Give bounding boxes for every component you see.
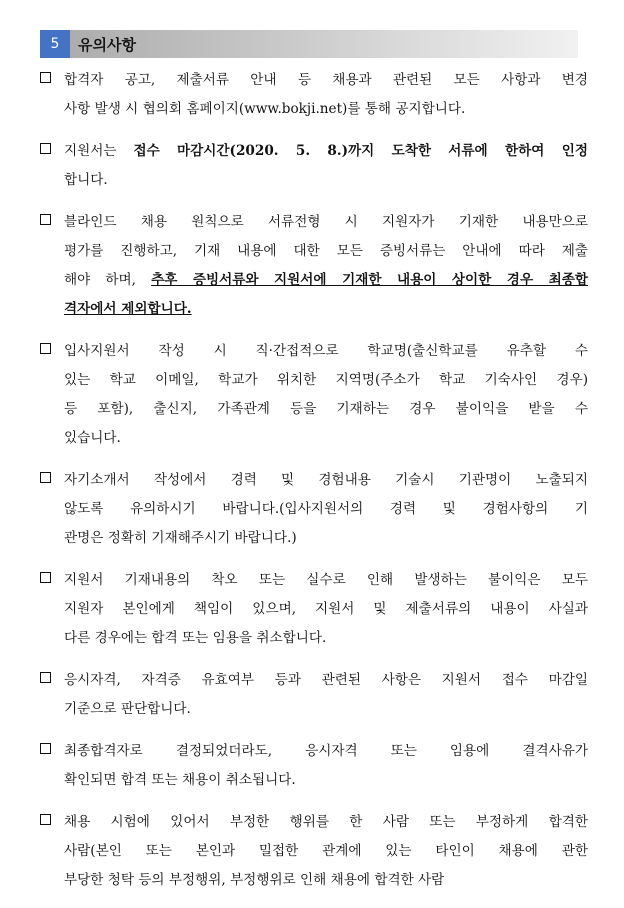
notice-line [64,366,588,395]
checkbox-icon [40,72,51,83]
notice-item [38,808,588,895]
notice-text: 있는 학교 이메일, 학교가 위치한 지역명(주소가 학교 기숙사인 경우) [64,372,588,388]
notice-text: 최종합격자로 결정되었더라도, 응시자격 또는 임용에 결격사유가 [64,743,588,759]
notice-text: 합격자 공고, 제출서류 안내 등 채용과 관련된 모든 사항과 변경 [64,72,588,88]
notice-line [64,666,588,695]
notice-line [64,808,588,837]
notice-text: 입사지원서 작성 시 직·간접적으로 학교명(출신학교를 유추할 수 [64,343,588,359]
notice-line [64,208,588,237]
notice-line [64,595,588,624]
notice-list [38,66,588,908]
notice-line [64,237,588,266]
notice-text: 채용 시험에 있어서 부정한 행위를 한 사람 또는 부정하게 합격한 [64,814,588,830]
notice-item [38,566,588,653]
notice-line [64,166,588,195]
checkbox-icon [40,743,51,754]
checkbox-icon [40,672,51,683]
notice-line [64,566,588,595]
notice-text: 자기소개서 작성에서 경력 및 경험내용 기술시 기관명이 노출되지 [64,472,588,488]
notice-line [64,137,588,166]
notice-item [38,666,588,724]
notice-text: 지원자 본인에게 책임이 있으며, 지원서 및 제출서류의 내용이 사실과 [64,601,588,617]
notice-item [38,208,588,324]
notice-text: 응시자격, 자격증 유효여부 등과 관련된 사항은 지원서 접수 마감일 [64,672,588,688]
checkbox-icon [40,572,51,583]
notice-text: 않도록 유의하시기 바랍니다.(입사지원서의 경력 및 경험사항의 기 [64,501,588,517]
section-header [40,30,578,58]
notice-line [64,424,588,453]
notice-text: 다른 경우에는 합격 또는 임용을 취소합니다. [64,630,327,646]
section-number: 5 [40,30,70,58]
notice-text: 등 포함), 출신지, 가족관계 등을 기재하는 경우 불이익을 받을 수 [64,401,588,417]
notice-text: 있습니다. [64,430,121,446]
notice-text: 부당한 청탁 등의 부정행위, 부정행위로 인해 채용에 합격한 사람 [64,872,445,888]
notice-text: 관명은 정확히 기재해주시기 바랍니다.) [64,530,297,546]
notice-line [64,66,588,95]
notice-text: 격자에서 제외합니다. [64,301,192,317]
notice-text: 블라인드 채용 원칙으로 서류전형 시 지원자가 기재한 내용만으로 [64,214,588,230]
notice-item [38,737,588,795]
notice-text: 추후 증빙서류와 지원서에 기재한 내용이 상이한 경우 최종합 [151,272,588,288]
checkbox-icon [40,814,51,825]
notice-line [64,737,588,766]
notice-text: 합니다. [64,172,108,188]
notice-line [64,266,588,295]
notice-text: 지원서는 [64,143,134,159]
section-title: 유의사항 [78,35,136,54]
notice-item [38,66,588,124]
notice-item [38,337,588,453]
notice-line [64,95,588,124]
notice-text: 접수 마감시간(2020. 5. 8.)까지 도착한 서류에 한하여 인정 [133,143,588,159]
notice-item [38,466,588,553]
notice-line [64,337,588,366]
notice-text: 기준으로 판단합니다. [64,701,191,717]
notice-line [64,495,588,524]
notice-text: 사항 발생 시 협의회 홈페이지(www.bokji.net)를 통해 공지합니다. [64,101,466,117]
notice-line [64,866,588,895]
checkbox-icon [40,214,51,225]
notice-line [64,295,588,324]
notice-text: 지원서 기재내용의 착오 또는 실수로 인해 발생하는 불이익은 모두 [64,572,588,588]
notice-line [64,524,588,553]
notice-line [64,395,588,424]
checkbox-icon [40,343,51,354]
notice-item [38,137,588,195]
notice-text: 평가를 진행하고, 기재 내용에 대한 모든 증빙서류는 안내에 따라 제출 [64,243,588,259]
notice-line [64,837,588,866]
notice-line [64,624,588,653]
notice-line [64,766,588,795]
notice-line [64,695,588,724]
notice-text: 해야 하며, [64,272,152,288]
notice-text: 사람(본인 또는 본인과 밀접한 관계에 있는 타인이 채용에 관한 [64,843,588,859]
notice-line [64,466,588,495]
notice-text: 확인되면 합격 또는 채용이 취소됩니다. [64,772,296,788]
checkbox-icon [40,143,51,154]
checkbox-icon [40,472,51,483]
